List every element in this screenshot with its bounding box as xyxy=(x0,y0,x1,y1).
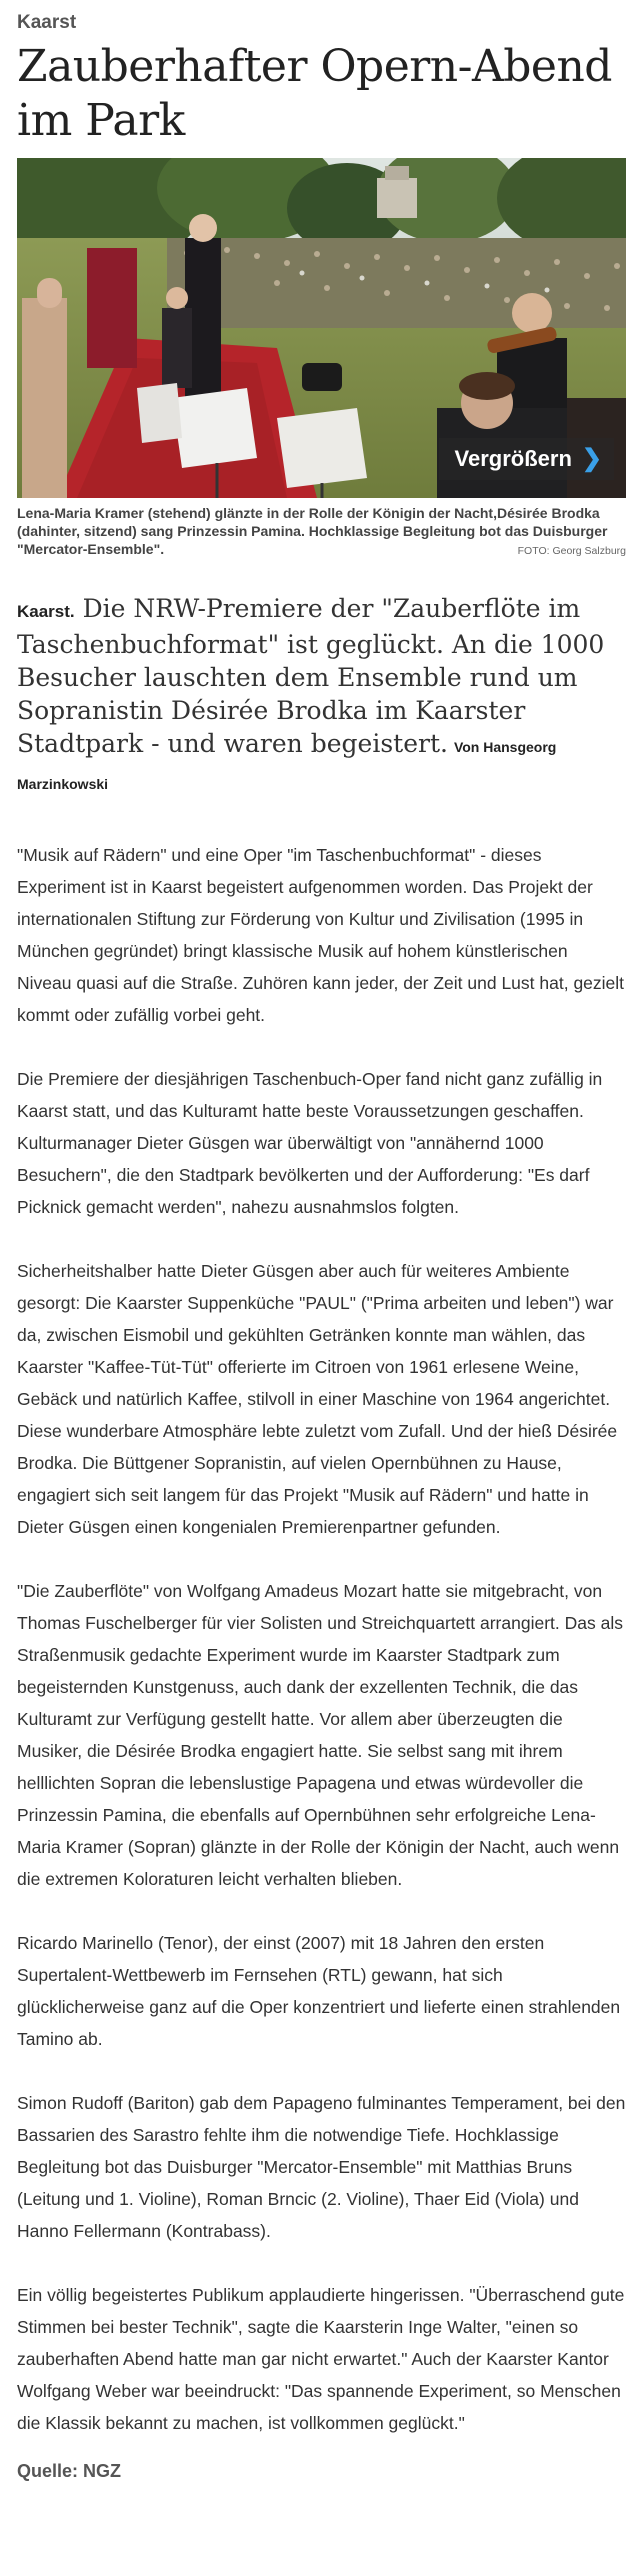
enlarge-label: Vergrößern xyxy=(454,446,572,471)
body-paragraph: Simon Rudoff (Bariton) gab dem Papageno fulminantes Temperament, bei den Bassarien des Sarastro fehlte ihm die notwendige Tiefe. Hochklassige Begleitung bot das Duisburger "Mercator-Ensemble" mit Matthias Bruns (Leitung und 1. Violine), Roman Brncic (2. Violine), Thaer Eid (Viola) und Hanno Fellermann (Kontrabass). xyxy=(17,2093,626,2241)
body-paragraph: Ein völlig begeistertes Publikum applaudierte hingerissen. "Überraschend gute Stimmen bei bester Technik", sagte die Kaarsterin Inge Walter, "einen so zauberhaften Abend hatte man gar nicht erwartet." Auch der Kaarster Kantor Wolfgang Weber war beeindruckt: "Das spannende Experiment, so Menschen die Klassik bekannt zu machen, ist vollkommen geglückt." xyxy=(17,2285,625,2433)
article-lead xyxy=(17,592,626,801)
article-source: Quelle: NGZ xyxy=(17,2461,122,2481)
article-kicker[interactable]: Kaarst xyxy=(17,12,77,33)
article-photo[interactable] xyxy=(17,158,626,498)
photo-credit: FOTO: Georg Salzburg xyxy=(517,545,626,557)
body-paragraph: Sicherheitshalber hatte Dieter Güsgen aber auch für weiteres Ambiente gesorgt: Die Kaarster Suppenküche "PAUL" ("Prima arbeiten und leben") war da, zwischen Eismobil und gekühlten Getränken konnte man wählen, das Kaarster "Kaffee-Tüt-Tüt" offerierte im Citroen von 1961 erlesene Weine, Gebäck und natürlich Kaffee, stilvoll in einer Maschine von 1964 angerichtet. Diese wunderbare Atmosphäre lebte zuletzt vom Zufall. Und der hieß Désirée Brodka. Die Büttgener Sopranistin, auf vielen Opernbühnen zu Hause, engagiert sich seit langem für das Projekt "Musik auf Rädern" und hatte in Dieter Güsgen einen kongenialen Premierenpartner gefunden. xyxy=(17,1261,618,1537)
body-paragraph: Die Premiere der diesjährigen Taschenbuch-Oper fand nicht ganz zufällig in Kaarst statt, und das Kulturamt hatte beste Voraussetzungen geschaffen. Kulturmanager Dieter Güsgen war überwältigt von "annähernd 1000 Besuchern", die den Stadtpark bevölkerten und der Aufforderung: "Es darf Picknick gemacht werden", nahezu ausnahmslos folgten. xyxy=(17,1069,603,1217)
enlarge-button[interactable] xyxy=(439,438,614,480)
chevron-right-icon: ❯ xyxy=(581,445,602,472)
body-paragraph: Ricardo Marinello (Tenor), der einst (2007) mit 18 Jahren den ersten Supertalent-Wettbewerb im Fernsehen (RTL) gewann, hat sich glücklicherweise ganz auf die Oper konzentriert und lieferte einen strahlenden Tamino ab. xyxy=(17,1933,621,2049)
body-paragraph: "Musik auf Rädern" und eine Oper "im Taschenbuchformat" - dieses Experiment ist in Kaarst begeistert aufgenommen worden. Das Projekt der internationalen Stiftung zur Förderung von Kultur und Zivilisation (1995 in München gegründet) bringt klassische Musik auf hohem künstlerischen Niveau quasi auf die Straße. Zuhören kann jeder, der Zeit und Lust hat, gezielt kommt oder zufällig vorbei geht. xyxy=(17,845,625,1025)
lead-text: Die NRW-Premiere der "Zauberflöte im Taschenbuchformat" ist geglückt. An die 1000 Besucher lauschten dem Ensemble rund um Sopranistin Désirée Brodka im Kaarster Stadtpark - und waren begeistert. xyxy=(17,594,605,758)
lead-location: Kaarst. xyxy=(17,602,75,621)
article-headline: Zauberhafter Opern-Abend im Park xyxy=(17,41,612,146)
article-author: Von Hansgeorg Marzinkowski xyxy=(17,739,557,792)
image-caption: Lena-Maria Kramer (stehend) glänzte in der Rolle der Königin der Nacht,Désirée Brodka (dahinter, sitzend) sang Prinzessin Pamina. Hochklassige Begleitung bot das Duisburger "Mercator-Ensemble". xyxy=(17,505,608,557)
body-paragraph: "Die Zauberflöte" von Wolfgang Amadeus Mozart hatte sie mitgebracht, von Thomas Fuschelberger für vier Solisten und Streichquartett arrangiert. Das als Straßenmusik gedachte Experiment wurde im Kaarster Stadtpark zum begeisternden Kunstgenuss, auch dank der exzellenten Technik, die das Kulturamt zur Verfügung gestellt hatte. Vor allem aber überzeugten die Musiker, die Désirée Brodka engagiert hatte. Sie selbst sang mit ihrem helllichten Sopran die lebenslustige Papagena und etwas würdevoller die Prinzessin Pamina, die ebenfalls auf Opernbühnen sehr erfolgreiche Lena-Maria Kramer (Sopran) glänzte in der Rolle der Königin der Nacht, auch wenn die extremen Koloraturen leicht verhalten blieben. xyxy=(17,1581,623,1889)
article-body xyxy=(17,839,626,2439)
